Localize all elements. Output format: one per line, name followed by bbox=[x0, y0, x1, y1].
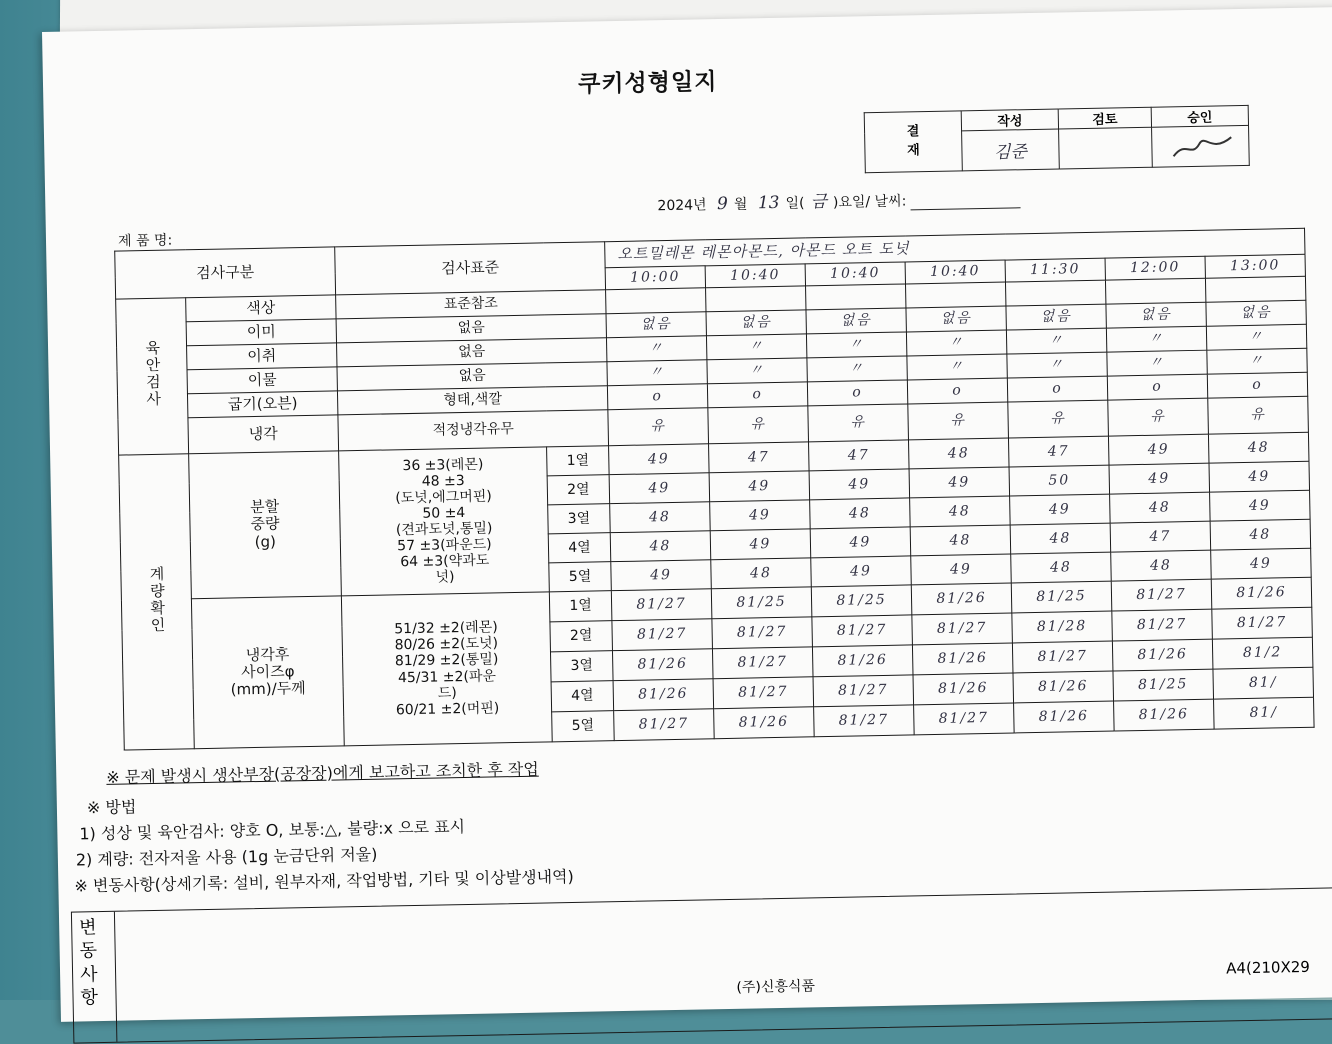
date-year: 2024년 bbox=[657, 197, 707, 215]
sensory-standard: 형태,색깔 bbox=[337, 386, 607, 415]
sensory-value: 〃 bbox=[707, 358, 807, 384]
measure-value: 49 bbox=[709, 471, 810, 502]
inspection-table bbox=[114, 228, 1314, 751]
approval-box bbox=[864, 105, 1250, 173]
measure-value: 81/27 bbox=[1112, 609, 1213, 641]
sensory-value: 〃 bbox=[706, 334, 806, 360]
measure-value: 48 bbox=[1011, 552, 1112, 583]
measure-value: 49 bbox=[909, 467, 1010, 498]
approval-col-write: 작성 bbox=[961, 109, 1058, 131]
measure-value: 81/27 bbox=[1212, 607, 1313, 639]
sensory-value: 유 bbox=[608, 408, 709, 446]
changes-label: 변동사항 bbox=[79, 917, 99, 1009]
sensory-standard: 없음 bbox=[337, 338, 607, 367]
sensory-value: o bbox=[1207, 372, 1307, 398]
measure-value: 47 bbox=[809, 440, 910, 471]
sensory-value bbox=[806, 284, 906, 310]
reviewer-signature bbox=[1059, 127, 1153, 169]
sensory-item: 색상 bbox=[186, 295, 336, 322]
sensory-value bbox=[1205, 276, 1305, 302]
measure-value: 49 bbox=[1210, 490, 1311, 521]
sensory-value: 〃 bbox=[607, 360, 707, 386]
measure-value: 49 bbox=[609, 444, 710, 475]
measure-value: 81/26 bbox=[911, 583, 1012, 615]
sensory-value: o bbox=[607, 384, 707, 410]
measure-value: 81/25 bbox=[1011, 581, 1112, 613]
measure-value: 81/26 bbox=[1211, 577, 1312, 609]
sensory-value: 없음 bbox=[906, 306, 1006, 332]
measure-value: 81/26 bbox=[913, 673, 1014, 705]
time-cell: 10:40 bbox=[805, 262, 905, 286]
measure-value: 81/26 bbox=[812, 645, 913, 677]
measure-value: 81/27 bbox=[713, 677, 814, 709]
measure-value: 81/27 bbox=[712, 647, 813, 679]
measure-value: 49 bbox=[609, 473, 710, 504]
measure-value: 48 bbox=[810, 498, 911, 529]
row-label: 2열 bbox=[550, 621, 613, 652]
cookie-forming-log-sheet bbox=[42, 7, 1332, 1022]
measure-value: 81/26 bbox=[613, 679, 714, 711]
note-method-2: 2) 계량: 전자저울 사용 (1g 눈금단위 저울) bbox=[75, 844, 378, 870]
sensory-value: 〃 bbox=[1006, 328, 1106, 354]
date-line: 2024년 9 월 13 일( 금 )요일/ 날씨: bbox=[657, 183, 1021, 215]
row-label: 1열 bbox=[549, 591, 612, 622]
sensory-standard: 표준참조 bbox=[336, 290, 606, 319]
header-standard: 검사표준 bbox=[335, 242, 606, 295]
measure-value: 48 bbox=[1210, 519, 1311, 550]
measure-item-size: 냉각후 사이즈φ (mm)/두께 bbox=[191, 596, 344, 749]
document-title: 쿠키성형일지 bbox=[577, 69, 718, 98]
time-cell: 13:00 bbox=[1205, 254, 1305, 278]
measure-value: 48 bbox=[908, 438, 1009, 469]
approver-signature bbox=[1152, 125, 1250, 167]
time-cell: 10:00 bbox=[605, 266, 705, 290]
row-label: 3열 bbox=[550, 651, 613, 682]
measure-value: 48 bbox=[1010, 523, 1111, 554]
product-name-handwritten: 오트밀레몬 레몬아몬드, 아몬드 오트 도넛 bbox=[605, 228, 1305, 267]
sensory-value: 없음 bbox=[706, 310, 806, 336]
sensory-value: 〃 bbox=[606, 336, 706, 362]
row-label: 5열 bbox=[552, 711, 615, 742]
sensory-value bbox=[1105, 278, 1205, 304]
sensory-value bbox=[905, 282, 1005, 308]
measure-value: 81/27 bbox=[814, 705, 915, 737]
measure-standard-size: 51/32 ±2(레몬) 80/26 ±2(도넛) 81/29 ±2(통밀) 45/31 ±2(파운 드) 60/21 ±2(머핀) bbox=[341, 592, 552, 746]
measure-value: 81/27 bbox=[912, 613, 1013, 645]
measure-value: 48 bbox=[1111, 550, 1212, 581]
row-label: 2열 bbox=[547, 475, 610, 505]
measure-value: 81/27 bbox=[614, 709, 715, 741]
header-category: 검사구분 bbox=[115, 247, 336, 299]
sensory-value bbox=[1005, 280, 1105, 306]
measure-value: 48 bbox=[610, 531, 711, 562]
measure-value: 81/26 bbox=[912, 643, 1013, 675]
measure-value: 48 bbox=[1208, 432, 1309, 463]
sensory-value bbox=[606, 288, 706, 314]
sensory-standard: 적정냉각유무 bbox=[338, 410, 609, 451]
measure-value: 81/27 bbox=[812, 615, 913, 647]
group-measure: 계량확인 bbox=[119, 454, 195, 750]
approval-col-review: 검토 bbox=[1058, 107, 1151, 129]
sensory-value: 없음 bbox=[1006, 304, 1106, 330]
sensory-value: 〃 bbox=[1206, 324, 1306, 350]
time-cell: 10:40 bbox=[705, 264, 805, 288]
measure-standard-weight: 36 ±3(레몬) 48 ±3 (도넛,에그머핀) 50 ±4 (견과도넛,통밀) 57 ±3(파운드) 64 ±3(약과도 넛) bbox=[339, 447, 550, 596]
sensory-value: 〃 bbox=[806, 332, 906, 358]
measure-value: 49 bbox=[911, 554, 1012, 585]
measure-value: 81/25 bbox=[711, 587, 812, 619]
measure-value: 49 bbox=[1010, 494, 1111, 525]
measure-value: 48 bbox=[910, 496, 1011, 527]
note-method: ※ 방법 bbox=[86, 797, 137, 818]
time-cell: 11:30 bbox=[1005, 258, 1105, 282]
measure-value: 49 bbox=[811, 556, 912, 587]
measure-value: 47 bbox=[709, 442, 810, 473]
sensory-item: 이미 bbox=[186, 319, 336, 346]
sensory-value: 〃 bbox=[807, 356, 907, 382]
sensory-value: 〃 bbox=[1106, 326, 1206, 352]
time-cell: 10:40 bbox=[905, 260, 1005, 284]
measure-value: 81/27 bbox=[1012, 641, 1113, 673]
measure-value: 81/2 bbox=[1212, 637, 1313, 669]
measure-value: 49 bbox=[1109, 463, 1210, 494]
approver-signature-mark bbox=[1165, 129, 1236, 160]
note-report: ※ 문제 발생시 생산부장(공장장)에게 보고하고 조치한 후 작업 bbox=[106, 759, 539, 787]
approval-label: 결 재 bbox=[864, 111, 962, 173]
measure-value: 81/26 bbox=[1013, 671, 1114, 703]
sensory-value: 없음 bbox=[806, 308, 906, 334]
sensory-value: 없음 bbox=[1206, 300, 1306, 326]
measure-value: 47 bbox=[1008, 436, 1109, 467]
measure-value: 49 bbox=[809, 469, 910, 500]
measure-value: 48 bbox=[910, 525, 1011, 556]
measure-value: 81/27 bbox=[612, 619, 713, 651]
sensory-value: 유 bbox=[1108, 398, 1209, 436]
sensory-value: 〃 bbox=[1007, 352, 1107, 378]
row-label: 4열 bbox=[551, 681, 614, 712]
sensory-value: 유 bbox=[708, 406, 809, 444]
measure-value: 81/27 bbox=[611, 589, 712, 621]
sensory-value: o bbox=[807, 380, 907, 406]
measure-value: 49 bbox=[710, 500, 811, 531]
measure-value: 81/27 bbox=[712, 617, 813, 649]
sensory-value: 없음 bbox=[606, 312, 706, 338]
sensory-value: o bbox=[707, 382, 807, 408]
sensory-value: 유 bbox=[1008, 400, 1109, 438]
measure-value: 49 bbox=[1211, 548, 1312, 579]
row-label: 5열 bbox=[549, 562, 612, 592]
row-label: 1열 bbox=[547, 446, 610, 476]
measure-value: 50 bbox=[1009, 465, 1110, 496]
paper-size-label: A4(210X29 bbox=[1226, 957, 1311, 978]
measure-value: 48 bbox=[1110, 492, 1211, 523]
measure-value: 81/ bbox=[1213, 667, 1314, 699]
measure-value: 81/ bbox=[1214, 697, 1315, 729]
changes-box bbox=[71, 886, 1332, 1043]
row-label: 4열 bbox=[548, 533, 611, 563]
sensory-value: 〃 bbox=[1207, 348, 1307, 374]
sensory-item: 굽기(오븐) bbox=[187, 391, 337, 418]
sensory-value: 유 bbox=[908, 402, 1009, 440]
sensory-value: o bbox=[907, 378, 1007, 404]
writer-signature: 김준 bbox=[962, 129, 1060, 171]
sensory-item: 이물 bbox=[187, 367, 337, 394]
sensory-item: 이취 bbox=[187, 343, 337, 370]
note-method-1: 1) 성상 및 육안검사: 양호 O, 보통:△, 불량:x 으로 표시 bbox=[79, 817, 466, 844]
measure-value: 81/25 bbox=[811, 585, 912, 617]
measure-value: 49 bbox=[710, 529, 811, 560]
measure-value: 81/27 bbox=[1111, 579, 1212, 611]
sensory-value: 〃 bbox=[1107, 350, 1207, 376]
note-changes: ※ 변동사항(상세기록: 설비, 원부자재, 작업방법, 기타 및 이상발생내역) bbox=[74, 866, 574, 896]
measure-value: 81/27 bbox=[813, 675, 914, 707]
measure-value: 81/26 bbox=[1014, 701, 1115, 733]
sensory-standard: 없음 bbox=[336, 314, 606, 343]
measure-value: 81/27 bbox=[914, 703, 1015, 735]
sensory-value: 유 bbox=[1208, 396, 1309, 434]
company-name: (주)신흥식품 bbox=[736, 978, 816, 996]
sensory-value bbox=[706, 286, 806, 312]
date-day-hw: 13 bbox=[757, 192, 780, 214]
sensory-standard: 없음 bbox=[337, 362, 607, 391]
sensory-value: o bbox=[1007, 376, 1107, 402]
measure-value: 81/28 bbox=[1012, 611, 1113, 643]
product-name-label: 제 품 명: bbox=[117, 232, 173, 250]
measure-value: 81/26 bbox=[1114, 699, 1215, 731]
approval-col-approve: 승인 bbox=[1151, 105, 1248, 127]
measure-value: 49 bbox=[611, 560, 712, 591]
group-sensory: 육안검사 bbox=[116, 298, 189, 455]
sensory-value: 〃 bbox=[906, 330, 1006, 356]
measure-value: 47 bbox=[1110, 521, 1211, 552]
sensory-value: o bbox=[1107, 374, 1207, 400]
measure-value: 81/26 bbox=[714, 707, 815, 739]
measure-value: 81/26 bbox=[612, 649, 713, 681]
measure-value: 49 bbox=[1209, 461, 1310, 492]
measure-value: 49 bbox=[1108, 434, 1209, 465]
sensory-value: 없음 bbox=[1106, 302, 1206, 328]
measure-value: 81/25 bbox=[1113, 669, 1214, 701]
date-weekday-hw: 금 bbox=[810, 191, 828, 213]
measure-value: 49 bbox=[810, 527, 911, 558]
sensory-item: 냉각 bbox=[188, 415, 339, 454]
sensory-value: 유 bbox=[808, 404, 909, 442]
measure-value: 81/26 bbox=[1112, 639, 1213, 671]
date-month-hw: 9 bbox=[716, 193, 729, 215]
measure-item-weight: 분할 중량 (g) bbox=[189, 451, 342, 599]
sensory-value: 〃 bbox=[907, 354, 1007, 380]
time-cell: 12:00 bbox=[1105, 256, 1205, 280]
measure-value: 48 bbox=[711, 558, 812, 589]
measure-value: 48 bbox=[610, 502, 711, 533]
row-label: 3열 bbox=[548, 504, 611, 534]
